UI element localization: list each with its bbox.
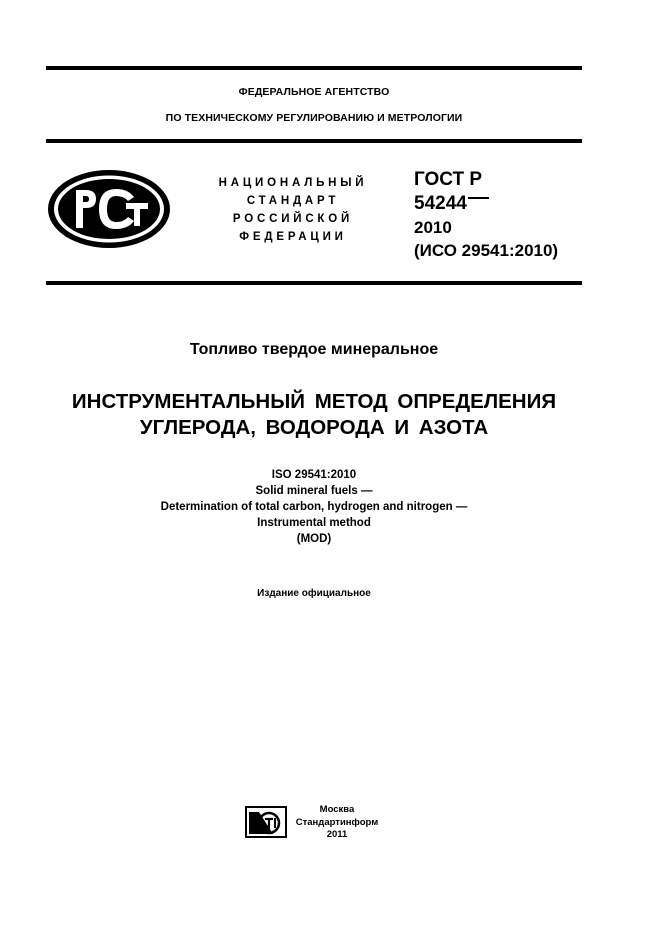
iso-reference-line-5: (MOD)	[296, 533, 332, 545]
designation-line-3: 2010	[414, 218, 452, 237]
designation-rule	[46, 281, 582, 285]
rst-emblem-icon	[46, 168, 172, 250]
edition-note: Издание официальное	[257, 588, 371, 599]
agency-line-1: ФЕДЕРАЛЬНОЕ АГЕНТСТВО	[238, 86, 390, 98]
designation-line-1: ГОСТ Р	[414, 169, 483, 190]
standard-type-line-1: НАЦИОНАЛЬНЫЙ	[218, 177, 368, 189]
designation-line-4: (ИСО 29541:2010)	[414, 241, 559, 260]
publisher-name: Стандартинформ	[295, 816, 379, 828]
publisher-city: Москва	[319, 804, 355, 815]
designation-number: 54244	[414, 193, 467, 214]
standard-type-line-4: ФЕДЕРАЦИИ	[239, 231, 347, 243]
standartinform-logo-icon	[245, 806, 287, 838]
header-rule	[46, 139, 582, 143]
top-rule	[46, 66, 582, 70]
iso-reference-line-4: Instrumental method	[257, 517, 371, 529]
iso-reference-line-3: Determination of total carbon, hydrogen and nitrogen —	[160, 501, 468, 513]
publisher-block	[292, 804, 382, 842]
agency-line-2: ПО ТЕХНИЧЕСКОМУ РЕГУЛИРОВАНИЮ И МЕТРОЛОГИИ	[165, 112, 463, 124]
designation-dash	[468, 197, 489, 199]
iso-reference-line-2: Solid mineral fuels —	[255, 485, 373, 497]
document-title-line-1: ИНСТРУМЕНТАЛЬНЫЙ МЕТОД ОПРЕДЕЛЕНИЯ	[71, 390, 557, 413]
publisher-year: 2011	[326, 829, 348, 840]
document-subtitle: Топливо твердое минеральное	[189, 341, 439, 358]
iso-reference-line-1: ISO 29541:2010	[271, 469, 357, 481]
standard-type-line-3: РОССИЙСКОЙ	[232, 213, 354, 225]
standard-type-line-2: СТАНДАРТ	[246, 195, 340, 207]
designation-line-2-wrap	[414, 194, 489, 214]
document-title-line-2: УГЛЕРОДА, ВОДОРОДА И АЗОТА	[139, 416, 489, 439]
